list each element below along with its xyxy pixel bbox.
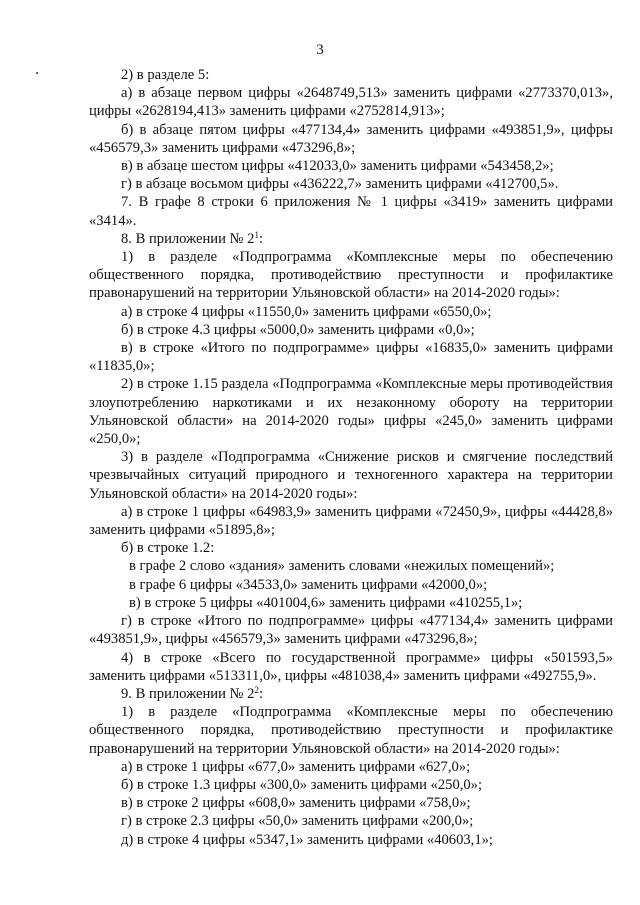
paragraph [89, 339, 613, 375]
paragraph-text: г) в абзаце восьмом цифры «436222,7» заменить цифрами «412700,5». [121, 176, 559, 193]
paragraph-text: 7. В графе 8 строки 6 приложения № 1 цифры «3419» заменить цифрами «3414». [89, 194, 613, 229]
paragraph [89, 831, 613, 849]
paragraph [89, 175, 613, 193]
paragraph-text: в) в строке 5 цифры «401004,6» заменить цифрами «410255,1»; [129, 594, 523, 611]
paragraph [89, 503, 613, 539]
paragraph-text: в) в строке «Итого по подпрограмме» цифры «16835,0» заменить цифрами «11835,0»; [89, 340, 613, 375]
paragraph-text: б) в абзаце пятом цифры «477134,4» заменить цифрами «493851,9», цифры «456579,3» заменить цифрами «473296,8»; [89, 121, 613, 156]
paragraph [89, 594, 613, 612]
paragraph-text: 4) в строке «Всего по государственной программе» цифры «501593,5» заменить цифрами «513311,0», цифры «481038,4» заменить цифрами «492755,9». [89, 649, 613, 684]
paragraph-text: б) в строке 4.3 цифры «5000,0» заменить цифрами «0,0»; [121, 321, 475, 338]
paragraph [89, 248, 613, 303]
paragraph-tail: : [258, 685, 263, 702]
paragraph-text: в) в абзаце шестом цифры «412033,0» заменить цифрами «543458,2»; [121, 158, 554, 175]
superscript: 2 [254, 684, 259, 695]
paragraph-text: 8. В приложении № 2 [121, 230, 255, 247]
paragraph [89, 794, 613, 812]
paragraph-text: 1) в разделе «Подпрограмма «Комплексные меры по обеспечению общественного порядка, противодействию преступности и профилактике правонарушений на территории Ульяновской области» на 2014-2020 годы»: [89, 704, 613, 757]
paragraph-text: а) в строке 1 цифры «677,0» заменить цифрами «627,0»; [121, 758, 471, 775]
paragraph-text: в) в строке 2 цифры «608,0» заменить цифрами «758,0»; [121, 795, 471, 812]
paragraph [89, 303, 613, 321]
paragraph [89, 193, 613, 229]
paragraph-text: а) в строке 1 цифры «64983,9» заменить цифрами «72450,9», цифры «44428,8» заменить цифрами «51895,8»; [89, 503, 613, 539]
paragraph-text: а) в абзаце первом цифры «2648749,513» заменить цифрами «2773370,013», цифры «2628194,413» заменить цифрами «2752814,913»; [89, 85, 613, 120]
paragraph-text: а) в строке 4 цифры «11550,0» заменить цифрами «6550,0»; [121, 303, 492, 320]
paragraph-text: в графе 2 слово «здания» заменить словами «нежилых помещений»; [129, 558, 555, 575]
paragraph-text: 2) в разделе 5: [121, 67, 210, 83]
paragraph [89, 121, 613, 157]
paragraph [89, 375, 613, 448]
paragraph [89, 812, 613, 830]
paragraph [89, 576, 613, 594]
paragraph [89, 557, 613, 575]
paragraph [89, 448, 613, 503]
page-number: 3 [316, 42, 324, 58]
paragraph-text: г) в строке 2.3 цифры «50,0» заменить цифрами «200,0»; [121, 813, 474, 830]
paragraph [89, 157, 613, 175]
paragraph [89, 84, 613, 120]
paragraph [89, 703, 613, 758]
paragraph-tail: : [258, 230, 263, 247]
superscript: 1 [254, 229, 259, 240]
paragraph [89, 649, 613, 685]
paragraph [89, 758, 613, 776]
paragraph-text: б) в строке 1.3 цифры «300,0» заменить цифрами «250,0»; [121, 776, 483, 793]
paragraph-text: 3) в разделе «Подпрограмма «Снижение рисков и смягчение последствий чрезвычайных ситуаций природного и техногенного характера на территории Ульяновской области» на 2014-2020 годы»: [89, 449, 613, 502]
paragraph [89, 321, 613, 339]
paragraph-text: 2) в строке 1.15 раздела «Подпрограмма «Комплексные меры противодействия злоупотреблению наркотиками и их незаконному обороту на территории Ульяновской области» на 2014-2020 годы» цифры «245,0» заменить цифрами «250,0»; [89, 376, 613, 448]
document-body [89, 66, 613, 849]
scan-speck [36, 72, 38, 74]
paragraph-text: г) в строке «Итого по подпрограмме» цифры «477134,4» заменить цифрами «493851,9», цифры «456579,3» заменить цифрами «473296,8»; [89, 613, 613, 648]
paragraph [89, 66, 613, 84]
paragraph [89, 685, 613, 703]
paragraph-text: 9. В приложении № 2 [121, 685, 255, 702]
paragraph-text: 1) в разделе «Подпрограмма «Комплексные меры по обеспечению общественного порядка, противодействию преступности и профилактике правонарушений на территории Ульяновской области» на 2014-2020 годы»: [89, 249, 613, 302]
paragraph-text: в графе 6 цифры «34533,0» заменить цифрами «42000,0»; [129, 576, 488, 593]
paragraph [89, 776, 613, 794]
paragraph-text: б) в строке 1.2: [121, 540, 215, 557]
paragraph [89, 612, 613, 648]
paragraph [89, 230, 613, 248]
paragraph-text: д) в строке 4 цифры «5347,1» заменить цифрами «40603,1»; [121, 831, 493, 848]
paragraph [89, 539, 613, 557]
